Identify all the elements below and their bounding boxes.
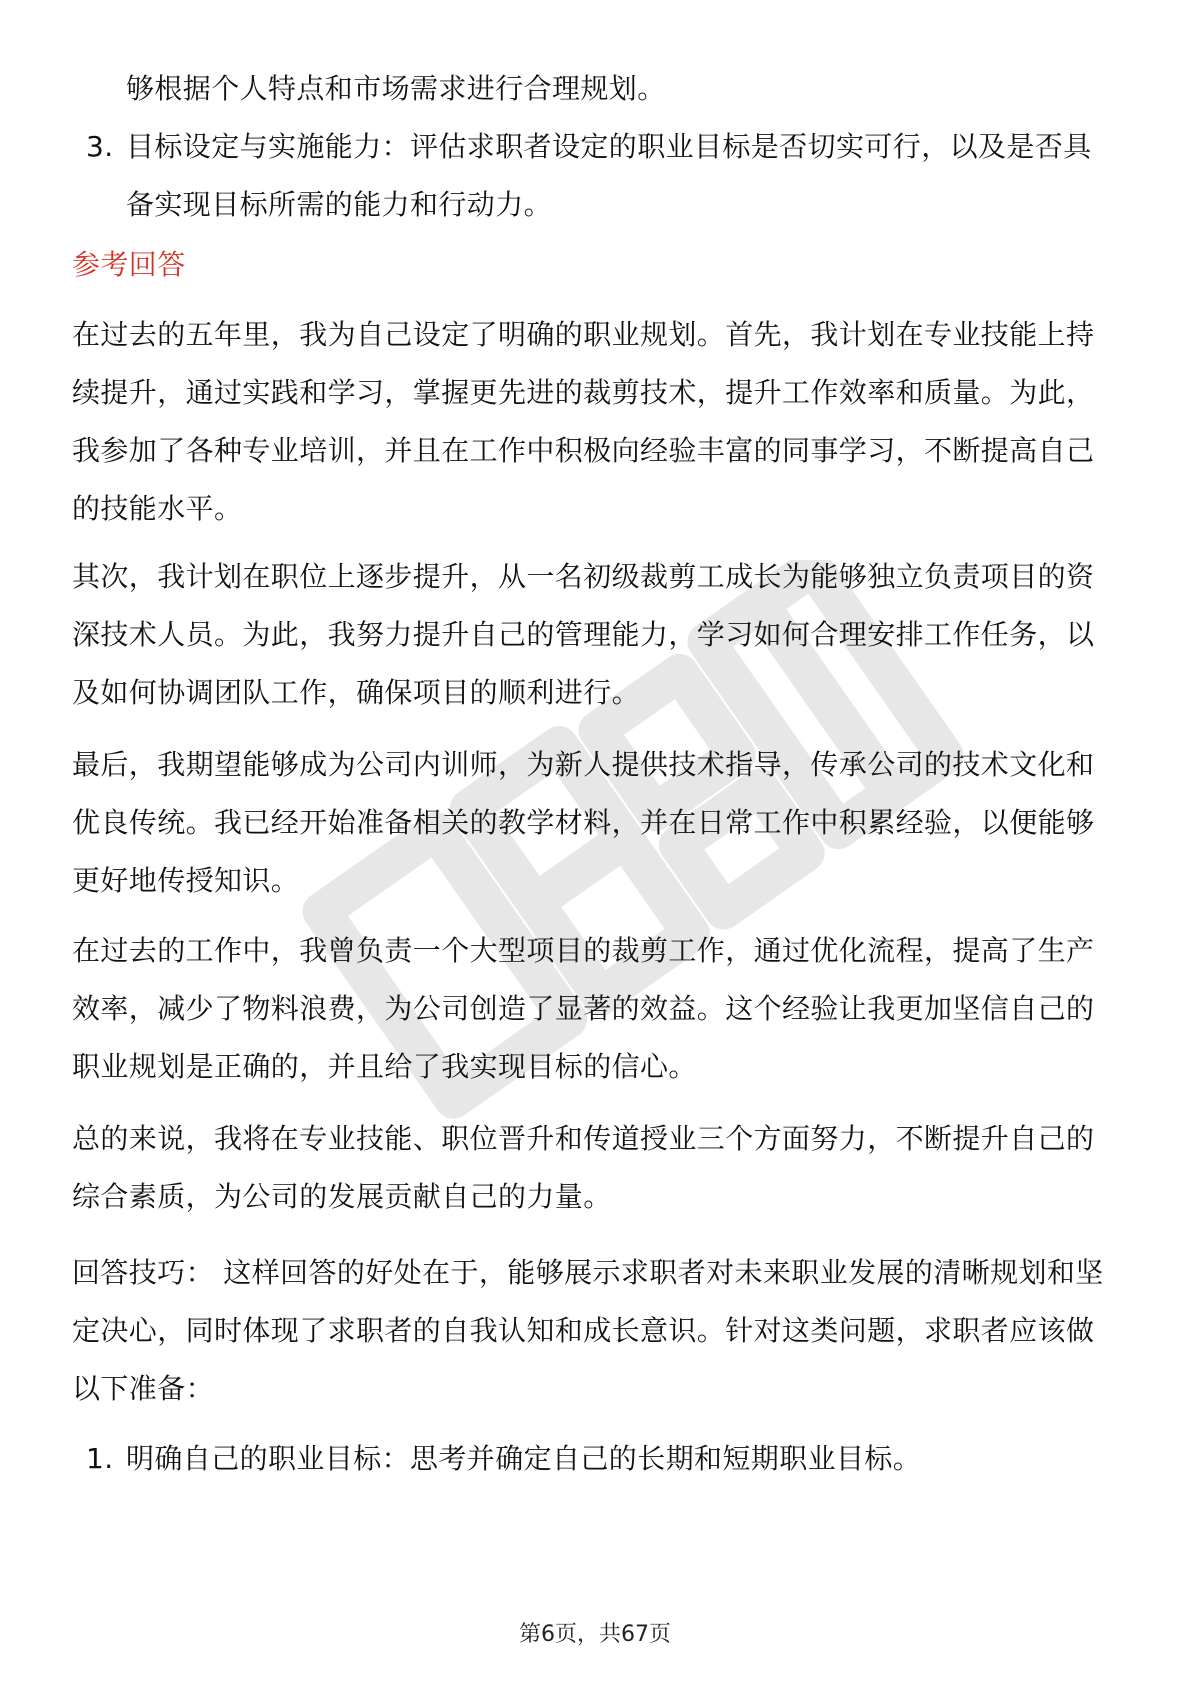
answer-paragraph-4: 在过去的工作中，我曾负责一个大型项目的裁剪工作，通过优化流程，提高了生产效率，减少了物料浪费，为公司创造了显著的效益。这个经验让我更加坚信自己的职业规划是正确的，并且给了我实现目标的信心。 [72, 934, 1095, 1083]
answer-paragraph-2: 其次，我计划在职位上逐步提升，从一名初级裁剪工成长为能够独立负责项目的资深技术人员。为此，我努力提升自己的管理能力，学习如何合理安排工作任务，以及如何协调团队工作，确保项目的顺利进行。 [72, 560, 1095, 709]
answer-heading: 参考回答 [72, 248, 186, 281]
answer-paragraph-3: 最后，我期望能够成为公司内训师，为新人提供技术指导，传承公司的技术文化和优良传统。我已经开始准备相关的教学材料，并在日常工作中积累经验，以便能够更好地传授知识。 [72, 748, 1095, 897]
answer-tips-paragraph: 回答技巧： 这样回答的好处在于，能够展示求职者对未来职业发展的清晰规划和坚定决心，同时体现了求职者的自我认知和成长意识。针对这类问题，求职者应该做以下准备： [72, 1256, 1104, 1405]
list-item-text: 目标设定与实施能力：评估求职者设定的职业目标是否切实可行，以及是否具备实现目标所需的能力和行动力。 [126, 130, 1092, 221]
page-footer: 第6页，共67页 [519, 1622, 671, 1647]
intro-continuation-text: 够根据个人特点和市场需求进行合理规划。 [126, 72, 666, 105]
answer-paragraph-5: 总的来说，我将在专业技能、职位晋升和传道授业三个方面努力，不断提升自己的综合素质，为公司的发展贡献自己的力量。 [72, 1122, 1095, 1213]
list-item-text: 明确自己的职业目标：思考并确定自己的长期和短期职业目标。 [126, 1442, 922, 1475]
prep-list-item [72, 1430, 1118, 1488]
criteria-list-item [72, 118, 1118, 234]
list-number: 1. [86, 1442, 114, 1475]
list-number: 3. [86, 130, 114, 163]
answer-paragraph-1: 在过去的五年里，我为自己设定了明确的职业规划。首先，我计划在专业技能上持续提升，通过实践和学习，掌握更先进的裁剪技术，提升工作效率和质量。为此，我参加了各种专业培训，并且在工作中积极向经验丰富的同事学习，不断提高自己的技能水平。 [72, 318, 1095, 525]
